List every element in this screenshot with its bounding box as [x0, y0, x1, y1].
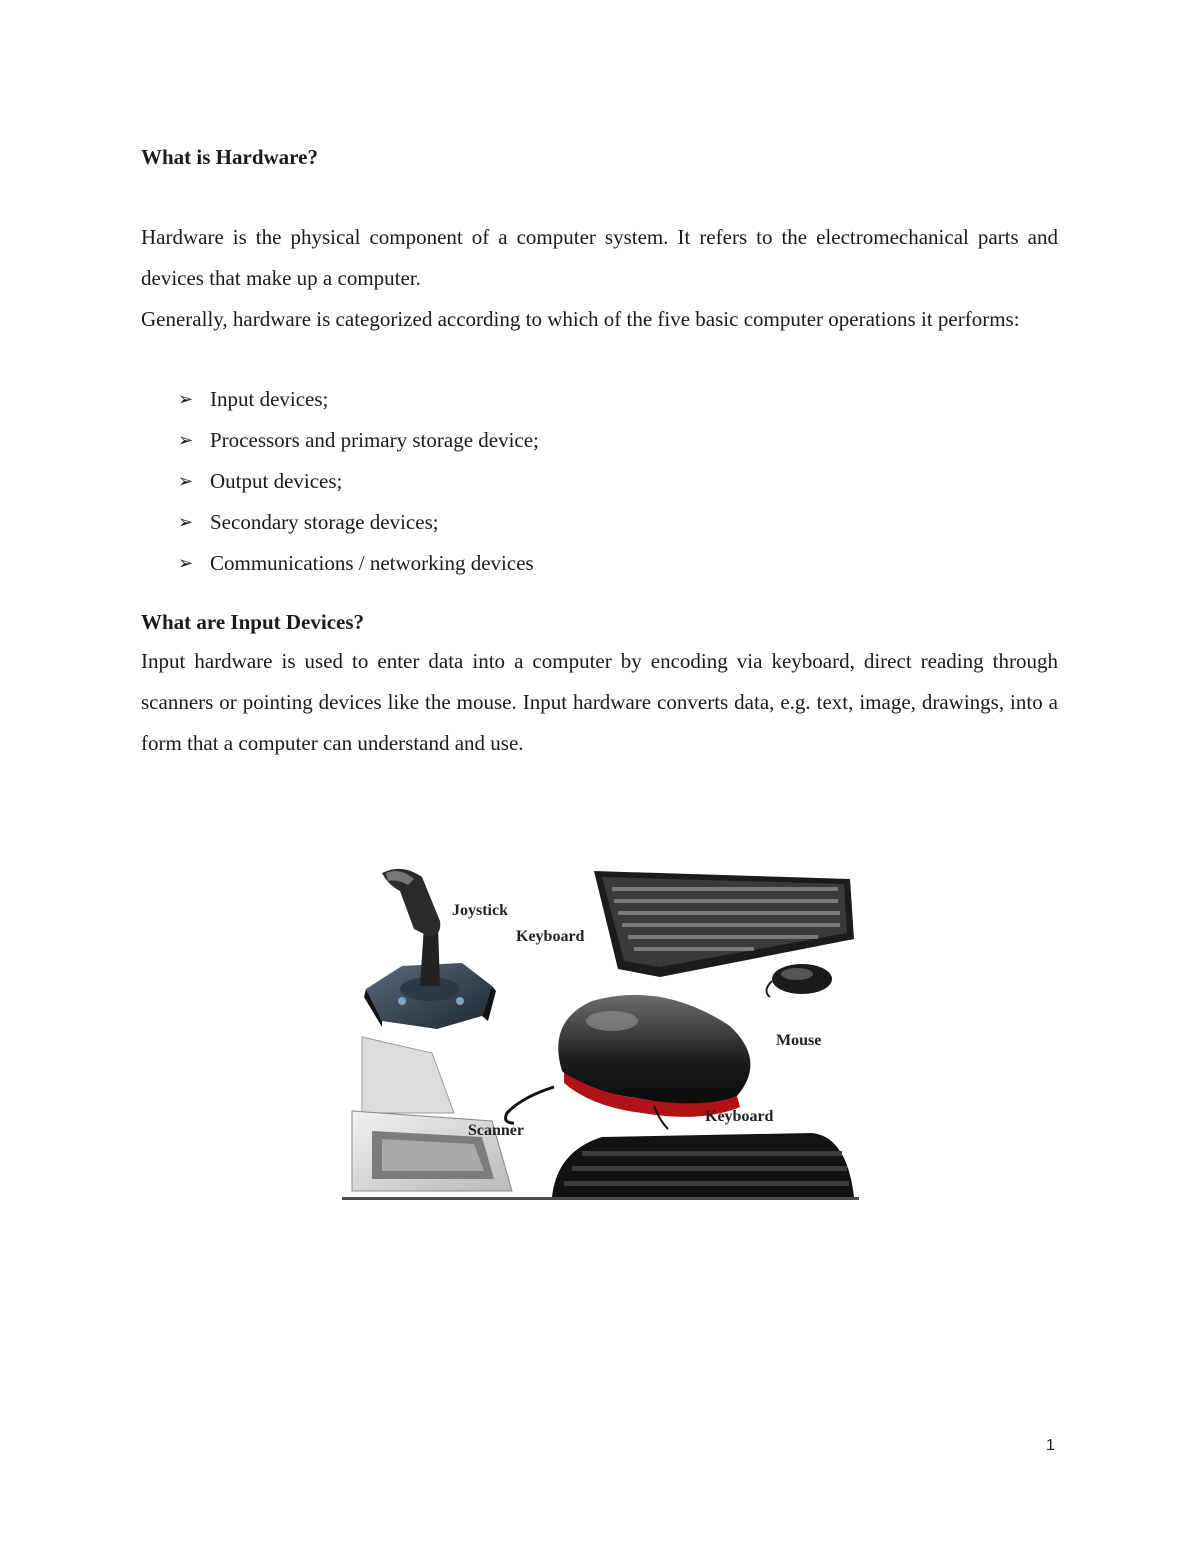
arrowhead-bullet-icon: ➢ — [178, 430, 194, 451]
scanner-image — [352, 1037, 512, 1191]
list-item: ➢ Output devices; — [178, 469, 343, 493]
arrowhead-bullet-icon: ➢ — [178, 471, 194, 492]
list-item: ➢ Input devices; — [178, 387, 329, 411]
keyboard-top-image — [594, 871, 854, 977]
input-devices-paragraph: Input hardware is used to enter data into a computer by encoding via keyboard, direct reading through scanners or pointing devices like the mouse. Input hardware converts data, e.g. text, image, drawings, into a form that a computer can understand and use. — [141, 649, 1058, 755]
label-mouse: Mouse — [776, 1032, 822, 1049]
keyboard-bottom-image — [552, 1106, 854, 1197]
arrowhead-bullet-icon: ➢ — [178, 512, 194, 533]
input-devices-figure — [342, 851, 859, 1200]
arrowhead-bullet-icon: ➢ — [178, 553, 194, 574]
hardware-category-list — [178, 379, 539, 584]
input-devices-illustration — [342, 851, 859, 1197]
list-item: ➢ Secondary storage devices; — [178, 510, 439, 534]
small-mouse-image — [766, 964, 832, 997]
page-number: 1 — [1046, 1437, 1055, 1454]
label-keyboard-top: Keyboard — [516, 928, 585, 945]
list-item: ➢ Processors and primary storage device; — [178, 428, 539, 452]
label-keyboard-bottom: Keyboard — [705, 1108, 774, 1125]
heading-what-is-hardware: What is Hardware? — [141, 145, 318, 169]
label-scanner: Scanner — [468, 1122, 524, 1139]
hardware-definition-paragraph: Hardware is the physical component of a computer system. It refers to the electromechanical parts and devices that make up a computer. — [141, 225, 1058, 290]
joystick-image — [364, 869, 496, 1029]
hardware-categories-paragraph: Generally, hardware is categorized according to which of the five basic computer operations it performs: — [141, 307, 1020, 331]
label-joystick: Joystick — [452, 902, 508, 919]
heading-what-are-input-devices: What are Input Devices? — [141, 610, 365, 634]
gaming-mouse-image — [506, 995, 751, 1123]
list-item: ➢ Communications / networking devices — [178, 551, 534, 575]
arrowhead-bullet-icon: ➢ — [178, 389, 194, 410]
